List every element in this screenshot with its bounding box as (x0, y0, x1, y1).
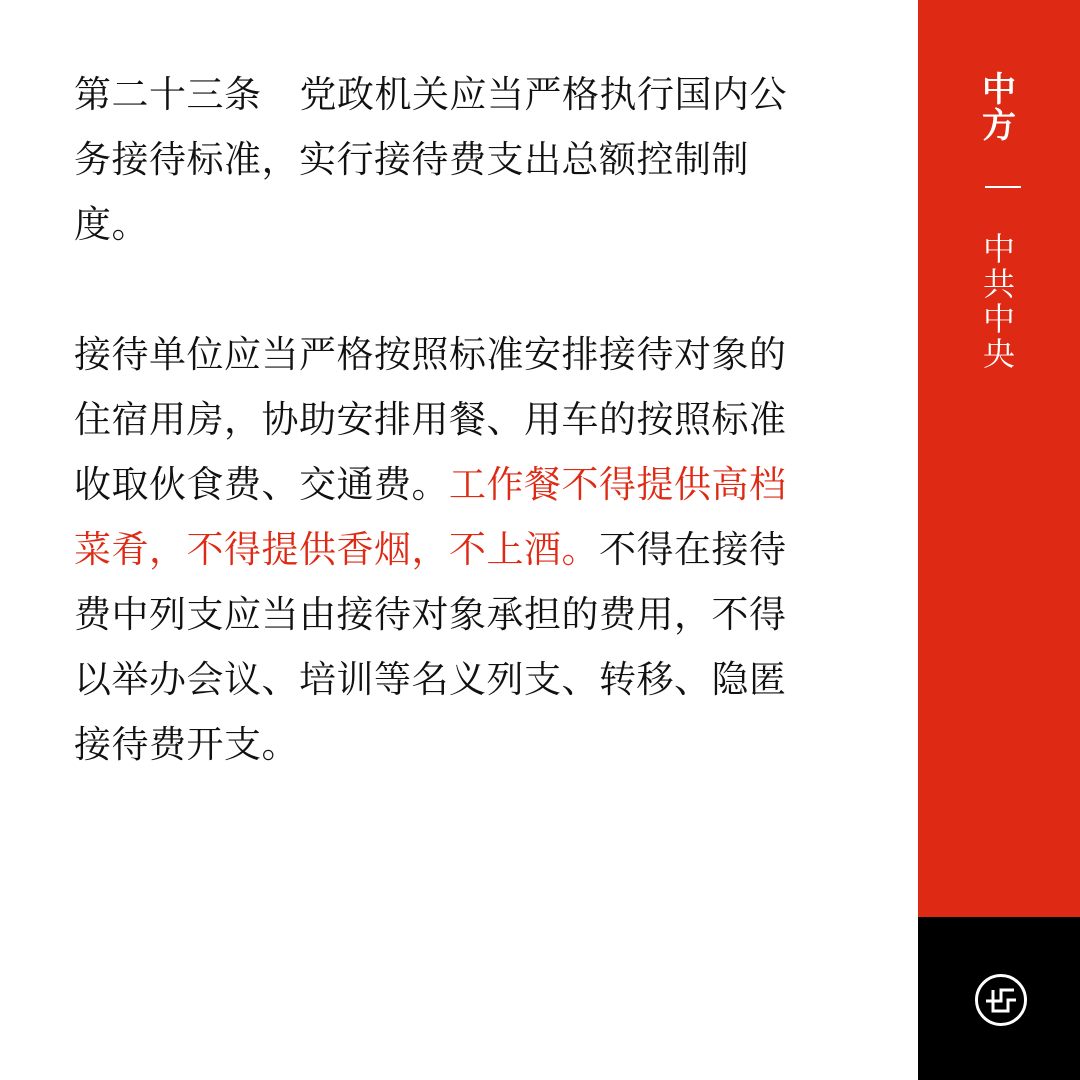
article-body (74, 62, 819, 777)
footer-block (918, 917, 1080, 1080)
paragraph-text: 接待单位应当严格按照标准安排接待对象的住宿用房，协助安排用餐、用车的按照标准收取伙食费、交通费。 (74, 333, 787, 506)
source-char: 共 (982, 265, 1015, 303)
highlighted-text: 工作餐不得提供高档菜肴，不得提供香烟，不上酒。 (74, 463, 787, 571)
source-label (918, 232, 1080, 372)
article-number: 第二十三条 (74, 73, 262, 116)
article-paragraph (74, 62, 819, 257)
brand-name (918, 72, 1080, 144)
source-char: 中 (982, 230, 1015, 268)
source-char: 央 (982, 335, 1015, 373)
paragraph-text: 党政机关应当严格执行国内公务接待标准，实行接待费支出总额控制制度。 (74, 73, 787, 246)
article-paragraph (74, 322, 819, 777)
divider-dash (985, 186, 1021, 188)
source-char: 中 (982, 300, 1015, 338)
brand-char: 中 (982, 70, 1016, 110)
sidebar-banner (918, 0, 1080, 917)
paragraph-text: 不得在接待费中列支应当由接待对象承担的费用，不得以举办会议、培训等名义列支、转移、隐匿接待费开支。 (74, 528, 787, 766)
brand-logo-icon (974, 973, 1028, 1027)
brand-char: 方 (982, 106, 1016, 146)
